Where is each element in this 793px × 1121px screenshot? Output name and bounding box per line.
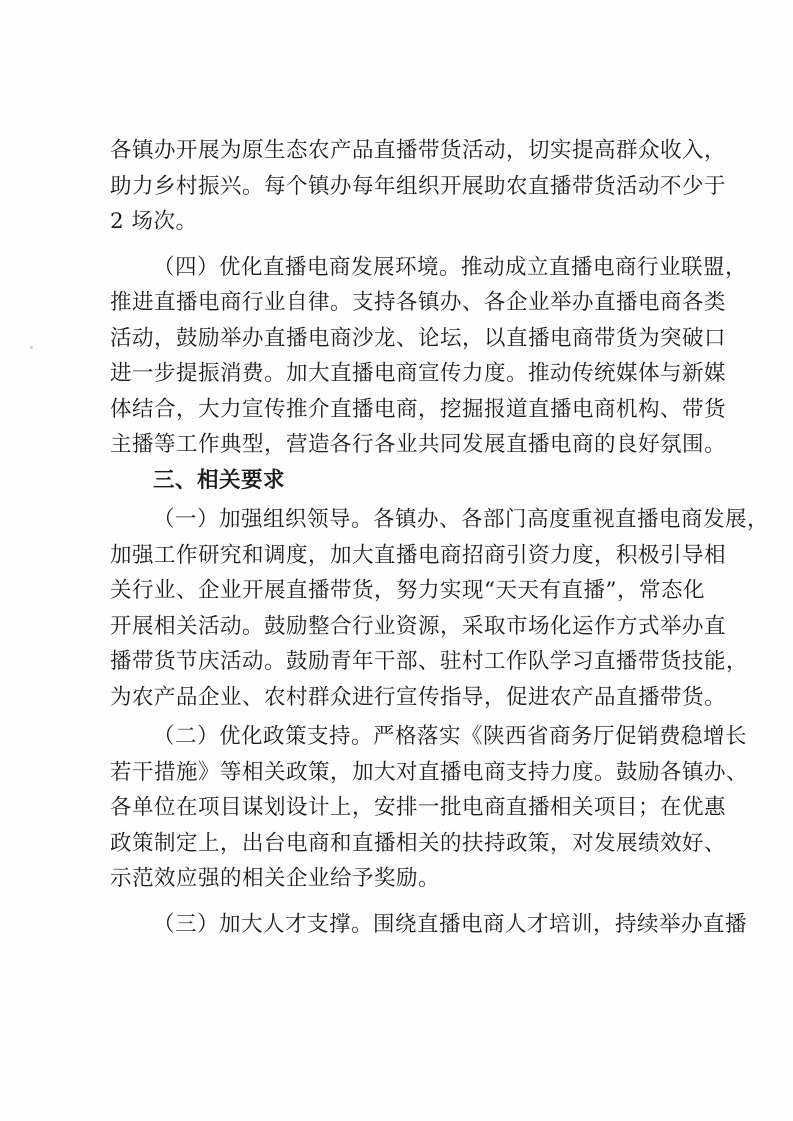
body-line: 活动，鼓励举办直播电商沙龙、论坛，以直播电商带货为突破口 — [110, 325, 727, 351]
body-line: 推进直播电商行业自律。支持各镇办、各企业举办直播电商各类 — [110, 290, 727, 315]
body-line: 开展相关活动。鼓励整合行业资源，采取市场化运作方式举办直 — [110, 613, 727, 639]
body-line: 2 场次。 — [110, 209, 198, 234]
body-line: 体结合，大力宣传推介直播电商，挖掘报道直播电商机构、带货 — [110, 396, 727, 422]
subsection-1-line: （一）加强组织领导。各镇办、各部门高度重视直播电商发展， — [153, 507, 770, 532]
body-line: 播带货节庆活动。鼓励青年干部、驻村工作队学习直播带货技能， — [110, 649, 749, 674]
subsection-4-line: （四）优化直播电商发展环境。推动成立直播电商行业联盟， — [153, 254, 748, 280]
body-line: 各单位在项目谋划设计上，安排一批电商直播相关项目；在优惠 — [110, 795, 727, 820]
subsection-2-line: （二）优化政策支持。严格落实《陕西省商务厅促销费稳增长 — [153, 724, 748, 749]
body-line: 若干措施》等相关政策，加大对直播电商支持力度。鼓励各镇办、 — [110, 759, 749, 785]
document-body — [110, 133, 770, 942]
body-line: 助力乡村振兴。每个镇办每年组织开展助农直播带货活动不少于 — [110, 173, 727, 199]
body-line: 为农产品企业、农村群众进行宣传指导，促进农产品直播带货。 — [110, 684, 727, 710]
body-line: 关行业、企业开展直播带货，努力实现“天天有直播”，常态化 — [110, 578, 705, 603]
body-line: 加强工作研究和调度，加大直播电商招商引资力度，积极引导相 — [110, 542, 727, 568]
body-line: 示范效应强的相关企业给予奖励。 — [110, 866, 441, 891]
body-line: 进一步提振消费。加大直播电商宣传力度。推动传统媒体与新媒 — [110, 361, 727, 386]
body-line: 政策制定上，出台电商和直播相关的扶持政策，对发展绩效好、 — [110, 830, 727, 856]
body-line: 各镇办开展为原生态农产品直播带货活动，切实提高群众收入， — [110, 138, 727, 163]
subsection-3-line: （三）加大人才支撑。围绕直播电商人才培训，持续举办直播 — [153, 911, 748, 937]
section-heading: 三、相关要求 — [153, 467, 286, 493]
body-line: 主播等工作典型，营造各行各业共同发展直播电商的良好氛围。 — [110, 432, 727, 457]
scan-speck — [30, 346, 33, 349]
